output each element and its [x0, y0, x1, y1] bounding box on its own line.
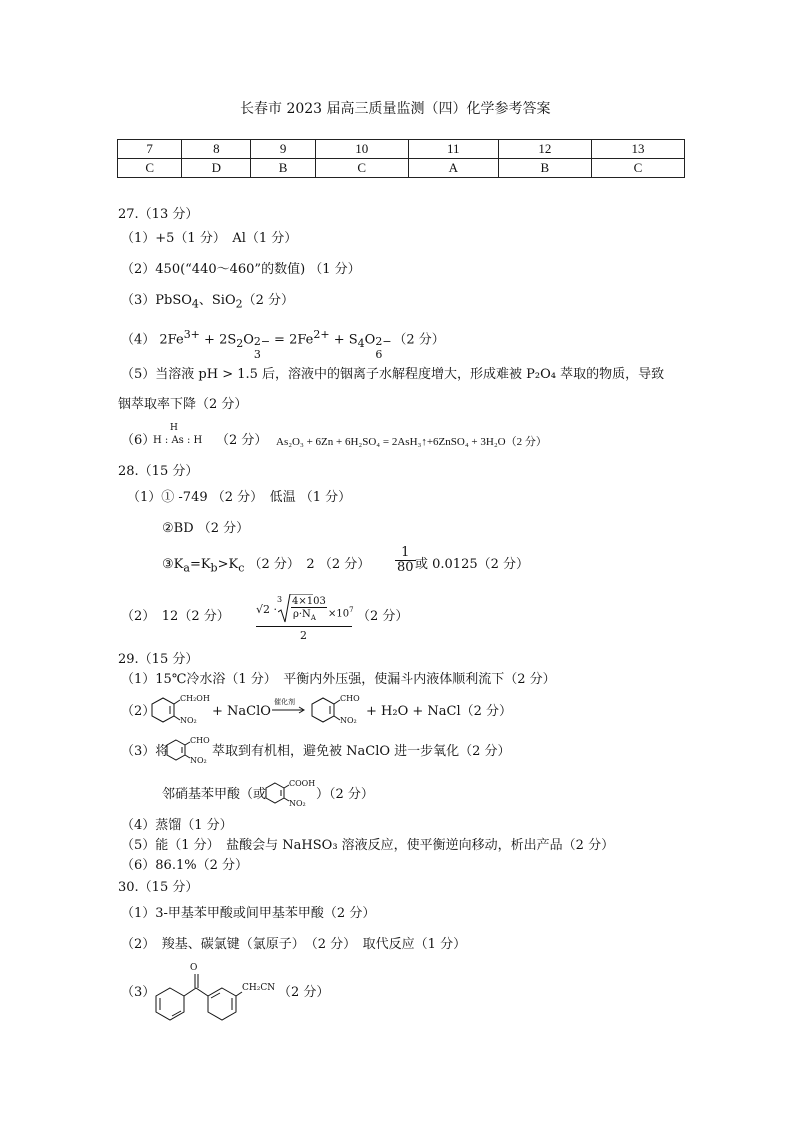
q27-part3 — [121, 293, 294, 313]
table-cell: A — [408, 159, 498, 178]
subscript: a — [183, 561, 190, 575]
substituent-no2: NO₂ — [190, 756, 207, 765]
page-title: 长春市 2023 届高三质量监测（四）化学参考答案 — [240, 101, 551, 117]
text: O — [243, 332, 254, 348]
subscript: b — [210, 561, 218, 575]
table-cell: C — [591, 159, 684, 178]
table-cell: D — [182, 159, 251, 178]
q29-heading: 29.（15 分） — [118, 652, 199, 667]
superscript: 2− — [253, 335, 271, 349]
text: >K — [217, 557, 239, 572]
q28-part2: ②BD （2 分） — [162, 521, 250, 536]
q29-part3-text: 萃取到有机相，避免被 NaClO 进一步氧化（2 分） — [212, 744, 511, 759]
q27-part4-equation — [121, 327, 445, 362]
text: 、SiO — [198, 293, 236, 308]
substituent-ch2oh: CH₂OH — [180, 694, 210, 703]
table-cell: 8 — [182, 140, 251, 159]
subscript: 2 — [236, 336, 244, 350]
table-header-row — [118, 140, 685, 159]
formula-bottom: 2 — [300, 629, 307, 642]
q27-part6-label: （6） — [121, 433, 156, 448]
q30-heading: 30.（15 分） — [118, 880, 199, 895]
substituent-ch2cn: CH₂CN — [242, 983, 276, 993]
text: ρ·N — [293, 609, 311, 620]
substituent-no2: NO₂ — [340, 716, 357, 725]
superscript: 3+ — [183, 328, 200, 341]
radical-formula — [256, 592, 352, 640]
q28-part3-tail: 或 0.0125（2 分） — [415, 557, 530, 572]
substituent-cho: CHO — [340, 694, 360, 703]
substituent-cooh: COOH — [289, 779, 316, 788]
q27-part6-score: （2 分） — [216, 433, 268, 448]
formula-root-index: 3 — [277, 595, 283, 604]
text: + S — [329, 332, 358, 348]
q27-part5-line1: （5）当溶液 pH > 1.5 后，溶液中的铟离子水解程度增大，形成难被 P₂O₄ 萃取的物质，导致 — [121, 367, 665, 382]
q28-heading: 28.（15 分） — [118, 464, 199, 479]
q27-heading: 27.（13 分） — [118, 207, 199, 222]
table-cell: 10 — [315, 140, 408, 159]
subscript: 4 — [191, 297, 199, 311]
q29-part6: （6）86.1%（2 分） — [121, 858, 248, 873]
text: = 2Fe — [269, 332, 314, 348]
table-cell: 11 — [408, 140, 498, 159]
fraction-numerator: 1 — [395, 546, 416, 561]
table-cell: C — [315, 159, 408, 178]
substituent-cho: CHO — [190, 736, 210, 745]
text: ③K — [162, 557, 184, 572]
carbonyl-oxygen: O — [190, 963, 198, 973]
fraction-bar — [256, 626, 352, 627]
catalyst-label: 催化剂 — [274, 698, 295, 706]
lewis-structure-arsine: H : As : H — [153, 435, 203, 446]
superscript: 7 — [349, 606, 354, 614]
table-cell: C — [118, 159, 182, 178]
text: （2 分） — [393, 332, 445, 348]
formula-numerator: 4×103 — [292, 596, 326, 607]
table-cell: 13 — [591, 140, 684, 159]
q28-part4-label: （2） 12（2 分） — [121, 609, 230, 624]
text: ×10 — [328, 608, 350, 620]
formula-denominator — [293, 609, 316, 624]
superscript: 2− — [375, 335, 392, 349]
table-cell: B — [251, 159, 315, 178]
substituent-no2: NO₂ — [180, 716, 197, 725]
reactant-naclo: + NaClO — [212, 704, 271, 719]
text: =K — [189, 557, 211, 572]
q28-part1: （1）① -749 （2 分） 低温 （1 分） — [127, 490, 352, 505]
text: O — [364, 332, 376, 348]
q28-part3 — [162, 557, 370, 577]
reaction-arrow-icon — [272, 706, 306, 714]
fraction-denominator: 80 — [397, 560, 414, 575]
q29-part3-label: （3）将 — [121, 744, 169, 759]
text: （2 分） — [242, 293, 295, 308]
q27-part5-line2: 铟萃取率下降（2 分） — [118, 397, 248, 412]
q29-part4: （4）蒸馏（1 分） — [121, 818, 233, 833]
q27-part1: （1）+5（1 分） Al（1 分） — [121, 231, 298, 246]
subscript: c — [238, 561, 245, 575]
subscript: 4 — [357, 336, 365, 350]
q29-part2-label: （2） — [121, 704, 156, 719]
table-cell: 7 — [118, 140, 182, 159]
q30-part2: （2） 羧基、碳氯键（氯原子） （2 分） 取代反应（1 分） — [121, 937, 467, 952]
q27-part2: （2）450(“440～460”的数值) （1 分） — [121, 262, 361, 277]
formula-sqrt2: √2 · — [256, 603, 278, 616]
q29-part3b-text: 邻硝基苯甲酸（或 — [162, 787, 267, 802]
subscript: 2 — [235, 297, 243, 311]
text: （4） 2Fe — [121, 332, 184, 348]
q29-part5: （5）能（1 分） 盐酸会与 NaHSO₃ 溶液反应，使平衡逆向移动，析出产品（2 分） — [121, 838, 615, 853]
q29-part3b-score: ）（2 分） — [316, 787, 374, 802]
q30-part3-label: （3） — [121, 985, 156, 1000]
q28-part4-score: （2 分） — [357, 609, 409, 624]
superscript: 2+ — [313, 328, 330, 341]
formula-multiplier — [328, 602, 354, 622]
substituent-no2: NO₂ — [289, 799, 306, 808]
subscript: 6 — [375, 348, 383, 362]
q29-part2-products: + H₂O + NaCl（2 分） — [366, 704, 513, 719]
q30-part3-score: （2 分） — [278, 985, 330, 1000]
lewis-structure-top: H — [170, 423, 178, 433]
answer-table — [117, 139, 685, 178]
q30-part1: （1）3-甲基苯甲酸或间甲基苯甲酸（2 分） — [121, 906, 376, 921]
table-cell: B — [498, 159, 591, 178]
fraction-one-eightieth — [395, 546, 416, 575]
text: （3）PbSO — [121, 293, 192, 308]
q27-part6-equation: As₂O₃ + 6Zn + 6H₂SO₄ = 2AsH₃↑+6ZnSO₄ + 3H₂O（2 分） — [276, 436, 547, 448]
q29-part1: （1）15℃冷水浴（1 分） 平衡内外压强，使漏斗内液体顺利流下（2 分） — [121, 672, 556, 687]
text: （2 分） 2 （2 分） — [244, 557, 371, 572]
text: + 2S — [199, 332, 237, 348]
subscript: 3 — [253, 348, 261, 362]
table-cell: 12 — [498, 140, 591, 159]
table-answer-row — [118, 159, 685, 178]
table-cell: 9 — [251, 140, 315, 159]
subscript: A — [310, 614, 316, 622]
